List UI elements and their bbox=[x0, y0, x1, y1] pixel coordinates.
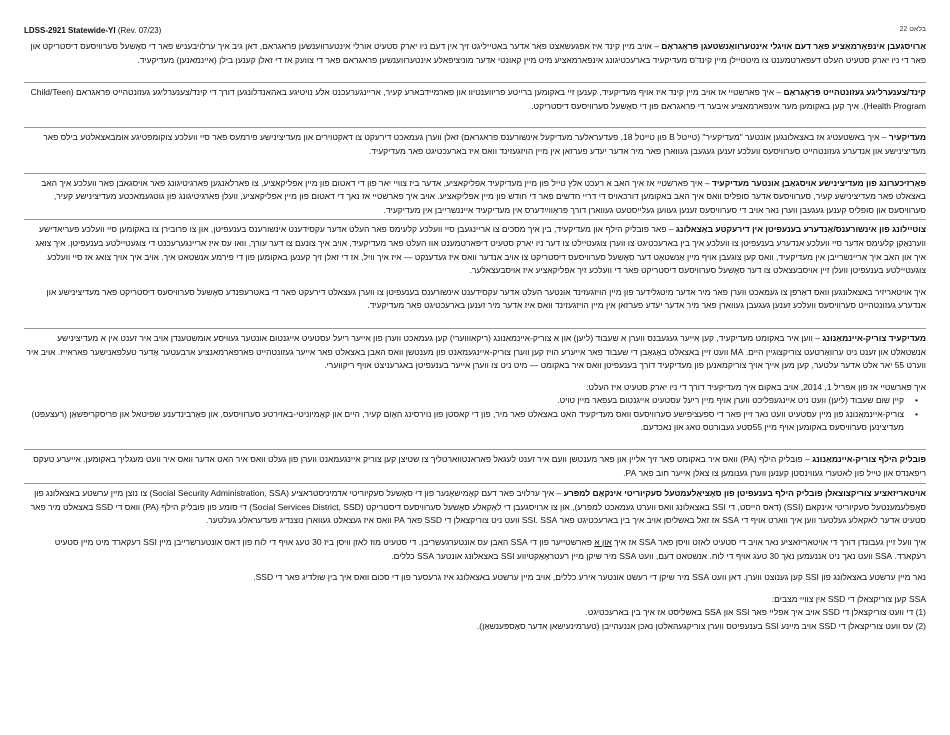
section-medicaid-recovery bbox=[24, 332, 926, 435]
situation-item-1: (1) די וועט צוריקצאלן די SSD אויב איך אפליי פאר SSI און SSA באשליסט אז איך בין בארעכטיגט. bbox=[585, 607, 926, 618]
section-text: – פובליק הילף (PA) וואס איר באקומט פאר זיך אליין און פאר מענטשן וועם איר זענט לעגאל פאראנטווארטליך צו שטיצן קען צוריק איינגעמאנט ווערן פון געלט וואס איר האט אדער וואס איר וועט מעגליך באקומען. אייערע טעקס ריפאנדס און טייל פון לאטערי געווינסטן קענען ווערן גענומען צו צאלן אייער חוב פאר PA. bbox=[33, 454, 926, 478]
section-child-teen-health bbox=[24, 86, 926, 113]
section-heading: אויטאריזאציע צוריקצוצאלן פובליק הילף בענעפיטן פון סאָציאַלעמטעל סעקיוריטי אינקאַם למפּרע bbox=[563, 488, 926, 499]
divider bbox=[24, 449, 926, 450]
divider bbox=[24, 127, 926, 128]
section-text: – איך באשטעטיג אז באצאלונגען אונטער "מעדיקעיר" (טייטל B פון טייטל 18, פעדעראלער מעדיקעל אינשורענס פראגראם) זאלן ווערן געמאכט דירעקט צו דאקטוירים און מעדיצינישע פירמעס פאר סיי וועלכע צוקומפטיגע אומבאצאלטע בילס פאר מעדיצינישע און אנדערע געזונטהייט סערוויסעס וועלכע זענען געגעבן געווארן פאר מיר אדער יעדע פערזאן אין מיין הויזגעזינד וואס איז בארעכטיגט פאר מעדיקעיד. bbox=[43, 132, 926, 156]
form-code: LDSS-2921 Statewide-YI bbox=[24, 26, 116, 35]
situation-item-2: (2) עס וועט צוריקצאלן די SSD אויב מיינע SSI בענעפיטס ווערן צוריקגעהאלטן נאכן אננעהייבן (טערמינעישאן אדער סאַספּענשאַן). bbox=[476, 621, 926, 631]
divider bbox=[24, 173, 926, 174]
document-body bbox=[24, 38, 926, 634]
situations-intro: SSA קען צוריקצאלן די SSD אין צוויי מצבים: bbox=[771, 593, 926, 604]
list-item: • צוריק-איינמאַנונג פון מיין עסטעיט וועט נאר זיין פאר די ספעציפישע סערוויסעס וואס מעדיקעיד האט באצאלט פאר מיר, פון די קאסטן פון נוירסינג האָום קעיר, היים און קאָמיוניטי-באזירטע סערוויסעס, און פאַרבינדענע שפיטאל און פריסקריפּשאַן (רעצעפּט) מעדיצינען סערוויסעס באקומען אויף מיין 55סטע געבורטס טאג און נאכדעם. bbox=[24, 408, 904, 435]
divider bbox=[24, 328, 926, 329]
section-text: – איך ערלויב פאר דעם קאָמישאָנער פון די סאָשעל סעקיוריטי אדמיניסטראציע (Social Security Administration, SSA) צו נוצן מיין ערשטע באצאלונג פון סאָפלעמענטעל סעקיוריטי אינקאם (SSI) (דאס הייסט, די SSI באצאלונג וואס ווערט געמאכט למפרע), און צו ארויסגעבן די לאָקאלע סאָשעל סערוויסעס דיסטריקט (Social Services District, SSD) די סומע פון פובליק הילף (PA) וואס די SSD באצאלט מיר פאר סטעיט אדער לאקאלע געלטער ווען איך ווארט אויף די SSA אז זאל באשליסן אויב איך בין בארעכטיגט פאר SSI. SSA וועט ניט צוריקצאלן די SSD פאר PA וואס איז געצאלט געווארן נוצנדיג פעדעראלע געלטער. bbox=[30, 488, 926, 526]
section-text: – אויב מיין קינד איז אפגעשאצט פאר אדער באטייליגט זיך אין דעם ניו יארק סטעיט אורלי אינטערווענשען פראגראם, דאן גיב איך ערלויבעניש פאר די סאָשעל סערוויסעס דיסטריקט און פאר די ניו יארק סטעיט העלט דעפארטמענט צו מיטטיילן מיין קינד'ס מעדיקעיד בארעכטיגונג אינפארמאציע מיט מיין קאונטי אדער מוניציפאלע אינטערווענשען פראגראם פאר די צוועק אז די זאלן קענען בילן (איינמאנען) מעדיקעיד. bbox=[30, 41, 926, 65]
section-ssi-authorization bbox=[24, 487, 926, 633]
recovery-intro: איך פארשטיי אז פון אפריל 1, 2014, אויב באקום איך מעדיקעיד דורך די ניו יארק סטעיט איז העלט: bbox=[586, 381, 926, 392]
section-public-assistance-recovery bbox=[24, 453, 926, 480]
text-part: פארשטייער פון די SSA האבן עס אונטערגעשריבן. די סטעיט מוז לאזן וויסן ביז 30 טעג אויף די לוח פון דאס אונטערשרייבן מיין SSI רעקארד מיט מיין סטעיט רעקארד. SSA וועט נאך ניט אננעמען נאך 30 טעג אויף די לוח. אנשטאט דעם, וועט SSA מיר שיקן מיין רעטראָאַקטיווע SSI באצאלונג אונטער SSA כללים. bbox=[54, 537, 926, 561]
divider bbox=[24, 219, 926, 220]
section-text-2: איך אויטאריזיר באצאלונגען וואס דאַרפן צו געמאכט ווערן פאר מיר אדער מיטגלידער פון מיין הויזגעזינד אונטער העלט אדער עקסידענט אינשורענס בענעפיטן צו ווערן געצאלט דירעקט פאר די באטרעפנדע סאָשעל סערוויסעס דיסטריקט פאר מעדיצינישע און אנדערע געזונטהייט סערוויסעס וועלכע זענען געגעבן געווארן פאר מיר אדער יעדע פערזאן אין מיין הויזגעזינד וואס איז אדער מיר זענען בארעכטיגט פאר מעדיקעיד. bbox=[46, 286, 926, 311]
divider bbox=[24, 483, 926, 484]
section-text: – איך פארשטיי אז איך האב א רעכט אלץ טייל פון מיין מעדיקעיד אפליקאציע, אדער ביז צוויי יאר פון די דאטום פון מיין אפליקאציע, צו פארלאנגען פארגיטיגונג פאר אויסגאבן פאר וועלכע איך האב באצאלט פאר מעדיצינישע קעיר, סערוויסעס אדער סופליס וואס איך האב באקומען דורכאויס די דריי חדשים פאר די חודש פון מיין אפליקאציע. אויב איך פארשטיי אז נאך די דאטום פון מיין אפליקאציע, וועלן פארגיטיגונג פון גוטגעמאכטע מעדיצינישע קעיר, סערוויסעס און סופליס קענען געגעבן ווערן נאר אויב די סערוויסעס זענען געווען געלייסטעט געווארן דורך פּראָווײַדערס אין מעדיקעיד אייננשרייבן אין מעדיקעיד. bbox=[41, 177, 926, 215]
section-text-2 bbox=[24, 536, 926, 563]
section-heading: צוטיילונג פון אינשורענס/אַנדערע בענעפיטן אין דירעקטע באַצאלונג bbox=[675, 224, 926, 235]
section-text: – ווען איר באקומט מעדיקעיד, קען אייער געגעבנס ווערן א שעבוד (ליען) און א צוריק-איינמאנונג (ריקאוווערי) קען געמאכט ווערן פון אייער ריעל עסטעיט אייגנטום אונטער געוויסע אומשטענדן אויב איר זענט אין א מעדיצינישע אנשטאלט און זענט ניט ערוואַרטעט צוריקצוגיין היים. MA וועט זיין באצאלט באַגאַבן די שעבוד פאר אייערע הויז קען ווערן צוריק-איינגעמאנט פון מענטשן וואס האבן באצאלט פאר אייער געזונטהייט פארפארמאנציע ארבעטער אָדער טעלפאנישער פאראייז. אויב איר ווערט 55 יאר אלט אדער עלטער, קען מען אייך אויך צוריקמאנען פון מעדיקעיד דורך בענעפיטן וואס איר באקומט — מיט ניט צו ווערן אייער בענעפיטן באגרעניצט אויף ריקווערי. bbox=[26, 332, 926, 371]
section-heading: מעדיקעיר bbox=[888, 132, 926, 143]
section-heading: פאַרזיכערונג פון מעדיצינישע אויסגאַבן אונטער מעדיקעיד bbox=[711, 177, 926, 188]
section-medicare bbox=[24, 131, 926, 158]
underlined-text: און א bbox=[594, 537, 612, 548]
form-revision: (Rev. 07/23) bbox=[117, 26, 162, 35]
recovery-list bbox=[24, 394, 926, 435]
page-number: בלאַט 22 bbox=[899, 26, 926, 33]
section-heading: פובליק הילף צוריק-איינמאַנונג bbox=[812, 454, 926, 465]
form-id bbox=[24, 26, 161, 35]
section-text: – איך פארשטיי אז אויב מיין קינד איז אויף מעדיקעיד, קענען זיי באקומען ברייטע פריווענטיוו און פארמיידבארע קעיר, אריינגערעכנט אלע נויטיגע באהאנדלונגען דורך די קינד/צענערליגע געזונטהייט פראגראם (Child/Teen Health Program). איך קען באקומען מער אינפארמאציע איבער די פראגראם פון די סאָשעל סערוויסעס דיסטריקט. bbox=[30, 87, 926, 111]
divider bbox=[24, 82, 926, 83]
section-text-3: נאר מיין ערשטע באצאלונג פון SSI קען גענוצט ווערן. דאן וועט SSA מיר שיקן די רעשט אונטער אירע כללים, אויב מיין ערשטע באצאלונג איז גרעסער פון די סכום וואס איך בין שולדיג פאר די SSD. bbox=[253, 572, 926, 583]
text-part: איך וועל זיין געבונדן דורך די אויטאריזאציע נאר אויב די סטעיט לאזט וויסן פאר SSA אז איך bbox=[611, 537, 926, 548]
section-heading: אַרויסגעבן אינפאָרמאַציע פאַר דעם אויגלי אינטערוואַנשטעגן פּראָגראַם bbox=[661, 41, 926, 51]
section-medicaid-reimbursement bbox=[24, 177, 926, 218]
section-text: – פאר פובליק הילף און מעדיקעיד, בין איך מסכים צו אריינגעבן סיי וועלכע קלעימס פאר העלט אדער עקסידענט אינשורענס בענעפיטן, און צו פרובירן צו באקומען סיי וועלכע פעריאדישע ווערנאַקן קלעימס אדער סיי וועלכע אנדערע בענעפיטן צו וועלכע איך בין בארעכטיגט צו ווערן צוגעטיילט צו דער ניו יארק סטעיט דיפארטמענט אוו העלט פאר מעדיקעיד, אויב איך צונעם צו דער עורך, וואו עס איז אריינגערעכנט די צוגעטיילטע בענעפיטן. איך צואג איך און האב איך אריינשרייבן אין מעדיקעיד, וואס קען צוגעבן אויף מיין אַנשטאָט דער סאָשעל סערוויסעס דיסטריקט צו אויב אנדער וואס איז געדענקט — איז איך וויל, אז די זאלן זיך קענען באקומען פון די פירמע אנשטאט איך. אויב איך אויך צואג אז סיי וועלכע צוגעטיילטע בענעפיטן וועלן זיין אויסבעצאלט צו דער סאָשעל סערוויסעס דיסטריקט פאר די וועלכע זיך אפליקאציע איז אויסבעצאלער. bbox=[35, 224, 926, 276]
section-assignment-of-benefits bbox=[24, 223, 926, 313]
section-heading: מעדיקעיד צוריק-איינמאַנונג bbox=[822, 332, 926, 343]
section-early-intervention bbox=[24, 40, 926, 67]
section-heading: קינד/צענערליגע געזונטהייט פּראָגראַם bbox=[783, 87, 926, 98]
list-item: • קיין שום שעבוד (ליען) וועט ניט איינגעפליכט ווערן אויף מיין ריעל עסטעיט אייגנטום בעפאר מיין טויט. bbox=[24, 394, 904, 408]
